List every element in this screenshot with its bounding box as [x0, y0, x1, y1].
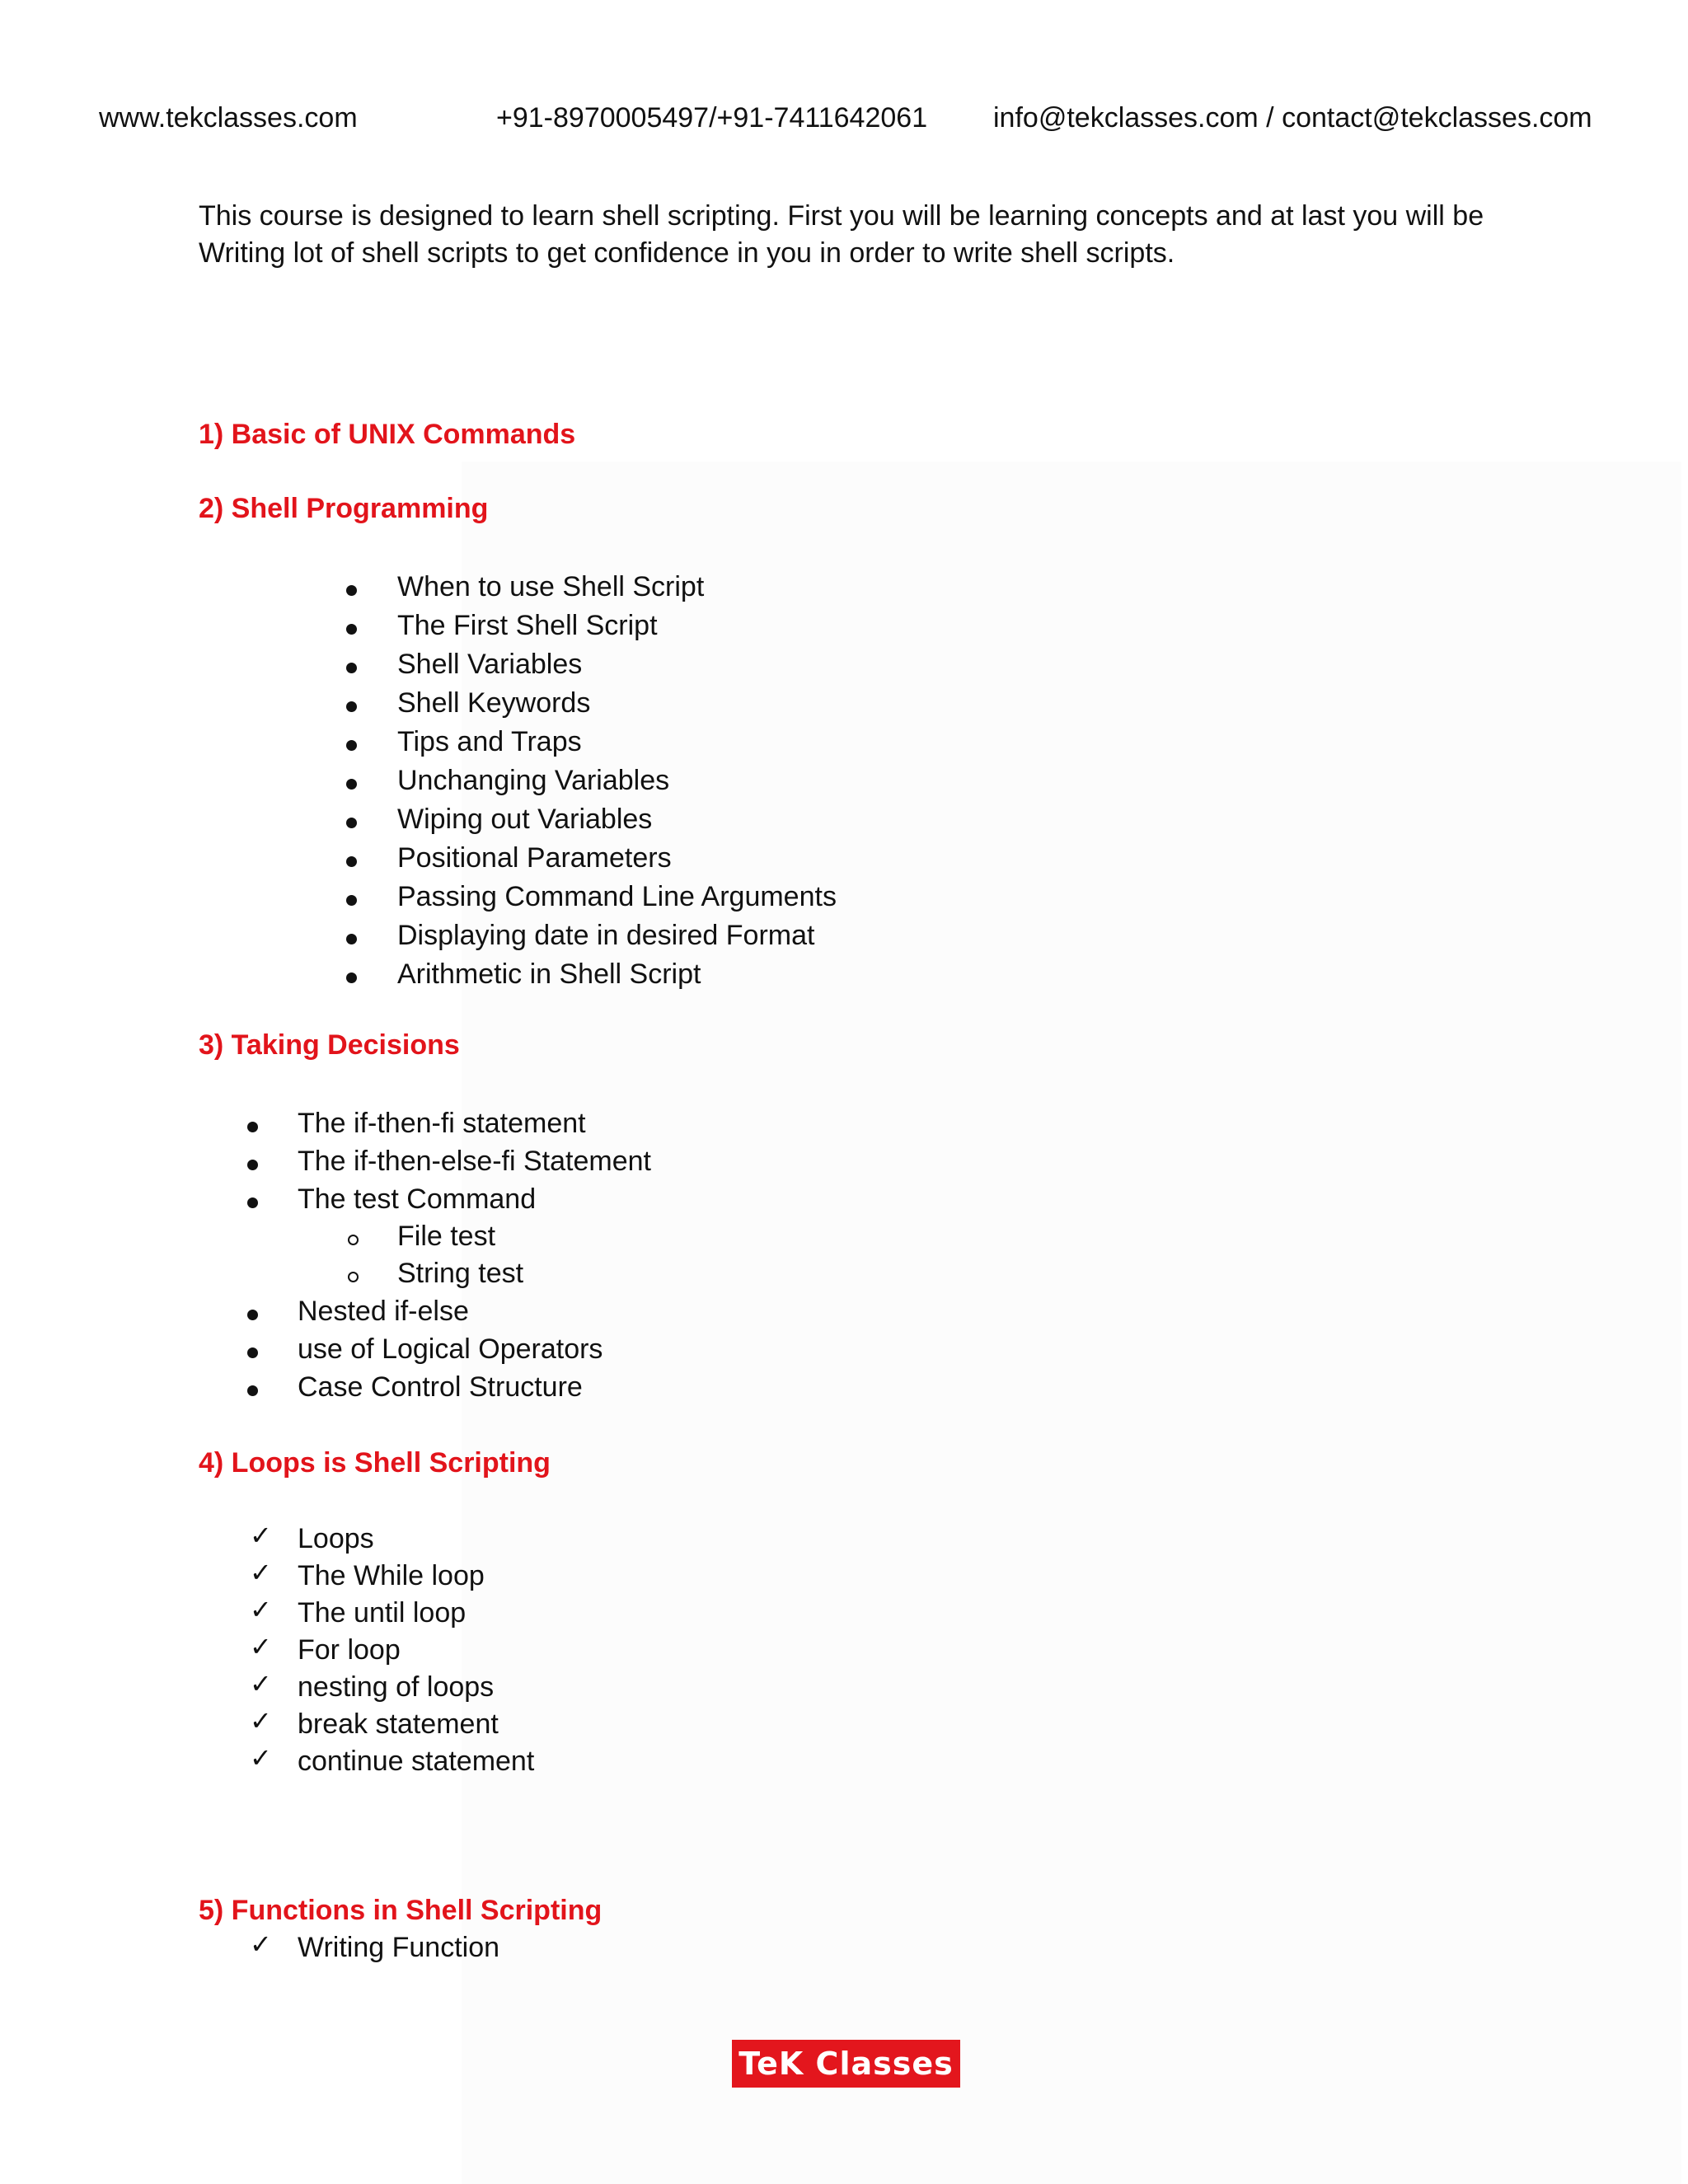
sub-list-item: String test	[247, 1255, 651, 1292]
section-heading-unix-commands: 1) Basic of UNIX Commands	[199, 419, 576, 450]
checkmark-icon: ✓	[250, 1520, 272, 1551]
list-item: Tips and Traps	[346, 723, 837, 762]
bullet-icon	[346, 740, 357, 751]
checkmark-icon: ✓	[250, 1631, 272, 1662]
checkmark-icon: ✓	[250, 1705, 272, 1736]
list-item: ✓ nesting of loops	[247, 1669, 534, 1706]
intro-line-1: This course is designed to learn shell scripting. First you will be learning concepts and at last you will be	[199, 200, 1484, 232]
circle-bullet-icon	[348, 1272, 359, 1282]
list-item: Passing Command Line Arguments	[346, 878, 837, 916]
list-item: Wiping out Variables	[346, 800, 837, 839]
bullet-icon	[346, 895, 357, 906]
bullet-icon	[346, 856, 357, 867]
list-item: use of Logical Operators	[247, 1330, 651, 1368]
circle-bullet-icon	[348, 1235, 359, 1245]
list-item: Unchanging Variables	[346, 762, 837, 800]
bullet-icon	[346, 585, 357, 596]
list-item: ✓ The While loop	[247, 1558, 534, 1595]
bullet-icon	[247, 1385, 258, 1396]
tek-classes-logo: TeK Classes	[732, 2040, 960, 2088]
list-item: The if-then-fi statement	[247, 1104, 651, 1142]
website-link[interactable]: www.tekclasses.com	[99, 102, 358, 134]
bullet-icon	[247, 1347, 258, 1358]
bullet-icon	[346, 972, 357, 983]
bullet-icon	[247, 1122, 258, 1132]
section-heading-taking-decisions: 3) Taking Decisions	[199, 1029, 460, 1061]
list-item: Shell Variables	[346, 645, 837, 684]
section-heading-shell-programming: 2) Shell Programming	[199, 493, 489, 524]
bullet-icon	[346, 818, 357, 828]
contact-header	[0, 97, 1688, 138]
functions-list	[247, 1929, 499, 1966]
list-item: ✓ Loops	[247, 1521, 534, 1558]
list-item: Shell Keywords	[346, 684, 837, 723]
bullet-icon	[346, 779, 357, 790]
bullet-icon	[247, 1197, 258, 1208]
checkmark-icon: ✓	[250, 1557, 272, 1588]
list-item: The First Shell Script	[346, 607, 837, 645]
list-item: ✓ continue statement	[247, 1743, 534, 1780]
bullet-icon	[346, 934, 357, 944]
checkmark-icon: ✓	[250, 1668, 272, 1699]
list-item: The if-then-else-fi Statement	[247, 1142, 651, 1180]
checkmark-icon: ✓	[250, 1594, 272, 1625]
phone-numbers: +91-8970005497/+91-7411642061	[496, 102, 928, 134]
bullet-icon	[346, 624, 357, 635]
course-intro	[199, 198, 1583, 272]
list-item: ✓ For loop	[247, 1632, 534, 1669]
bullet-icon	[346, 663, 357, 673]
list-item: Positional Parameters	[346, 839, 837, 878]
list-item: Arithmetic in Shell Script	[346, 955, 837, 994]
section-heading-loops: 4) Loops is Shell Scripting	[199, 1447, 551, 1479]
bullet-icon	[247, 1160, 258, 1170]
intro-line-2: Writing lot of shell scripts to get confidence in you in order to write shell scripts.	[199, 237, 1175, 269]
shell-programming-list	[346, 568, 837, 994]
checkmark-icon: ✓	[250, 1742, 272, 1774]
list-item: Case Control Structure	[247, 1368, 651, 1406]
list-item: The test Command	[247, 1180, 651, 1218]
bullet-icon	[346, 701, 357, 712]
email-addresses[interactable]: info@tekclasses.com / contact@tekclasses.com	[993, 102, 1592, 134]
list-item: ✓ The until loop	[247, 1595, 534, 1632]
list-item: When to use Shell Script	[346, 568, 837, 607]
list-item: Displaying date in desired Format	[346, 916, 837, 955]
list-item: ✓ Writing Function	[247, 1929, 499, 1966]
loops-list	[247, 1521, 534, 1780]
taking-decisions-list	[247, 1104, 651, 1406]
section-heading-functions: 5) Functions in Shell Scripting	[199, 1895, 603, 1926]
checkmark-icon: ✓	[250, 1929, 272, 1960]
bullet-icon	[247, 1310, 258, 1320]
sub-list-item: File test	[247, 1218, 651, 1255]
list-item: Nested if-else	[247, 1292, 651, 1330]
list-item: ✓ break statement	[247, 1706, 534, 1743]
